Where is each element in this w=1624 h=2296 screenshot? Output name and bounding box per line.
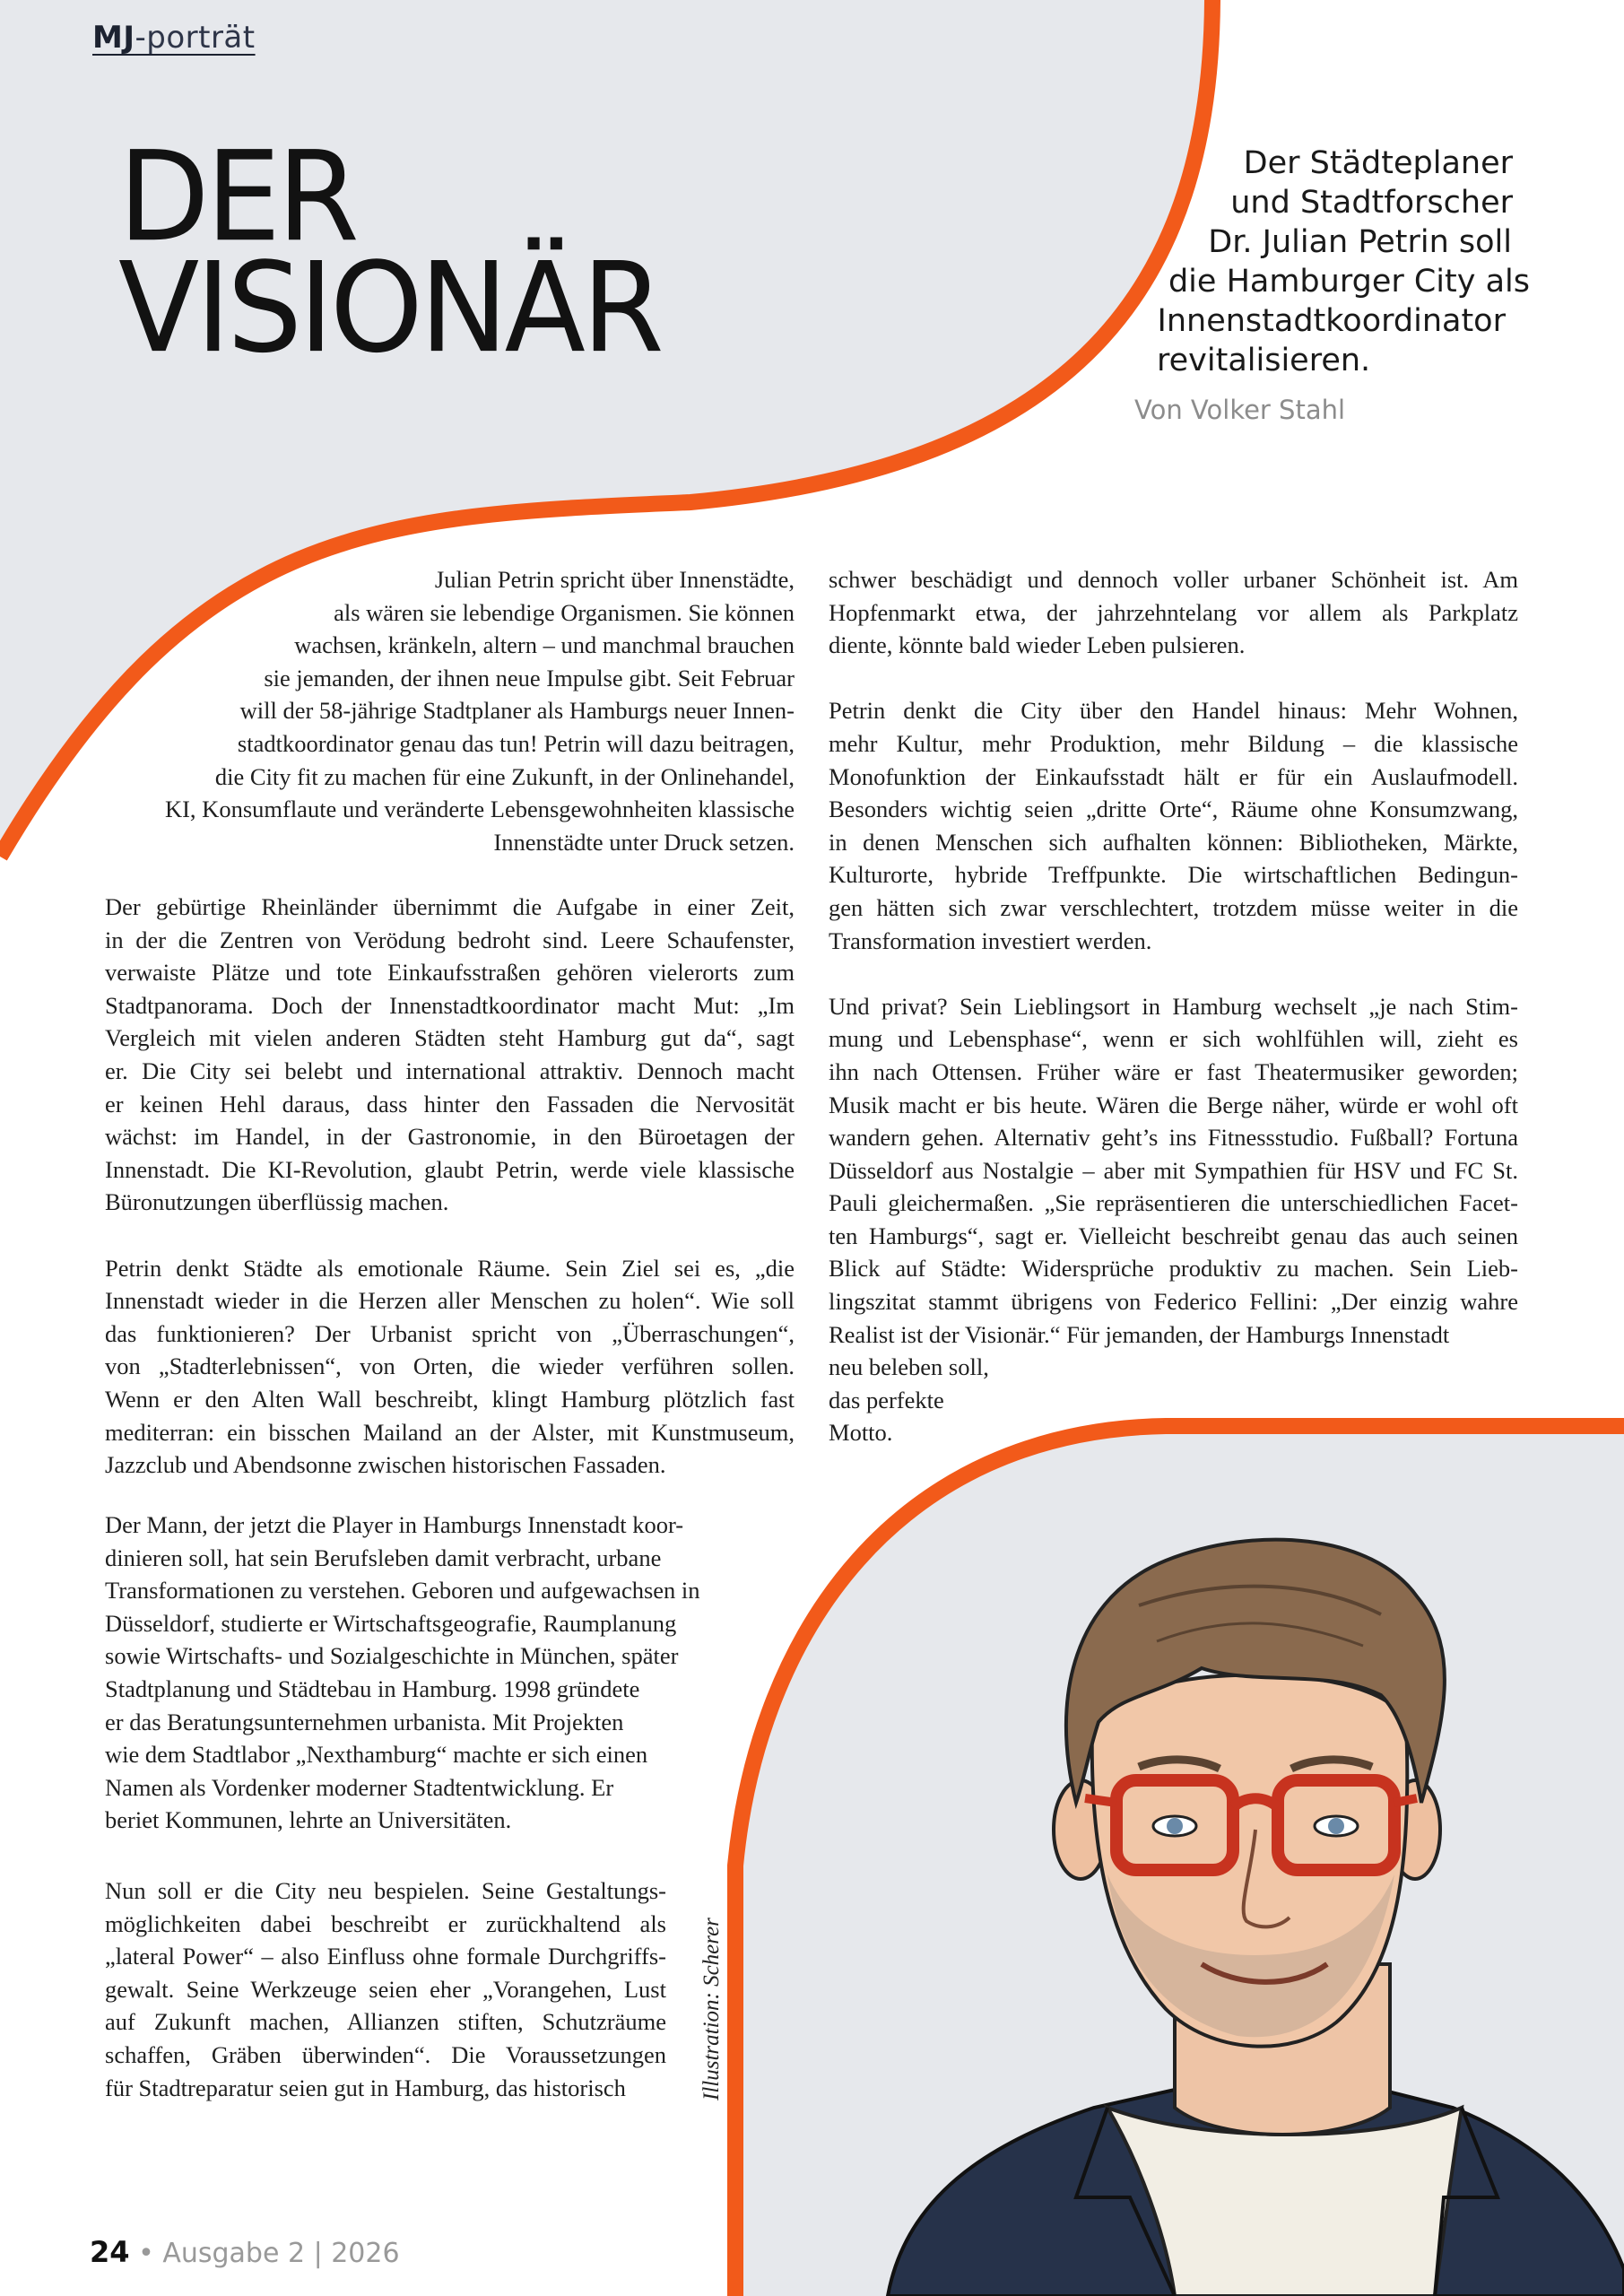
text-line: Besonders wichtig seien „dritte Orte“, Räume ohne Konsumzwang, bbox=[829, 796, 1518, 823]
text-line: gewalt. Seine Werkzeuge seien eher „Vorangehen, Lust bbox=[105, 1975, 666, 2003]
text-line: KI, Konsumflaute und veränderte Lebensgewohnheiten klassische bbox=[164, 796, 795, 823]
text-line: ten Hamburgs“, sagt er. Vielleicht beschreibt genau das auch seinen bbox=[829, 1222, 1518, 1249]
text-line: mediterran: ein bisschen Mailand an der Alster, mit Kunstmuseum, bbox=[105, 1418, 795, 1446]
text-line: lingszitat stammt übrigens von Federico Fellini: „Der einzig wahre bbox=[829, 1288, 1518, 1316]
text-line: Vergleich mit vielen anderen Städten steht Hamburg gut da“, sagt bbox=[105, 1024, 795, 1052]
article-column-2 bbox=[829, 563, 1518, 1449]
text-line: Transformationen zu verstehen. Geboren und aufgewachsen in bbox=[105, 1577, 700, 1605]
text-line: stadtkoordinator genau das tun! Petrin will dazu beitragen, bbox=[237, 729, 795, 757]
paragraph-gap bbox=[829, 957, 1518, 990]
text-line: er. Die City sei belebt und international attraktiv. Dennoch macht bbox=[105, 1057, 795, 1084]
text-line: Namen als Vordenker moderner Stadtentwicklung. Er bbox=[105, 1773, 614, 1801]
article-column-1 bbox=[105, 891, 795, 1482]
text-line: Hopfenmarkt etwa, der jahrzehntelang vor allem als Parkplatz bbox=[829, 598, 1518, 626]
text-line: Düsseldorf aus Nostalgie – aber mit Sympathien für HSV und FC St. bbox=[829, 1156, 1518, 1184]
teaser-line: revitalisieren. bbox=[1157, 343, 1371, 378]
text-line: Jazzclub und Abendsonne zwischen historischen Fassaden. bbox=[105, 1451, 666, 1479]
image-credit: Illustration: Scherer bbox=[699, 1918, 724, 2100]
page-number: 24 bbox=[90, 2235, 130, 2269]
text-line: Motto. bbox=[829, 1419, 893, 1447]
text-line: gen hätten sich zwar verschlechtert, trotzdem müsse weiter in die bbox=[829, 893, 1518, 921]
byline: Von Volker Stahl bbox=[1134, 395, 1346, 425]
footer-bullet: • bbox=[138, 2238, 154, 2269]
text-line: sowie Wirtschafts- und Sozialgeschichte in München, später bbox=[105, 1642, 679, 1670]
teaser-line: Der Städteplaner bbox=[1243, 145, 1513, 181]
teaser-line: und Stadtforscher bbox=[1230, 185, 1513, 221]
text-line: will der 58-jährige Stadtplaner als Hamburgs neuer Innen- bbox=[239, 697, 795, 725]
text-line: Innenstadt wieder in die Herzen aller Menschen zu holen“. Wie soll bbox=[105, 1287, 795, 1315]
text-line: möglichkeiten dabei beschreibt er zurückhaltend als bbox=[105, 1909, 666, 1937]
text-line: er das Beratungsunternehmen urbanista. Mit Projekten bbox=[105, 1708, 624, 1735]
text-line: das perfekte bbox=[829, 1386, 944, 1413]
paragraph-gap bbox=[829, 662, 1518, 695]
page-footer bbox=[90, 2235, 400, 2269]
text-line: Wenn er den Alten Wall beschreibt, klingt Hamburg plötzlich fast bbox=[105, 1385, 795, 1413]
teaser-line: Dr. Julian Petrin soll bbox=[1208, 224, 1512, 260]
text-line: Petrin denkt Städte als emotionale Räume. Sein Ziel sei es, „die bbox=[105, 1254, 795, 1282]
text-line: „lateral Power“ – also Einfluss ohne formale Durchgriffs- bbox=[105, 1943, 666, 1970]
text-line: schwer beschädigt und dennoch voller urbaner Schönheit ist. Am bbox=[829, 566, 1518, 593]
text-line: dinieren soll, hat sein Berufsleben damit verbracht, urbane bbox=[105, 1544, 662, 1571]
text-line: Und privat? Sein Lieblingsort in Hamburg wechselt „je nach Stim- bbox=[829, 992, 1518, 1020]
text-line: in der die Zentren von Verödung bedroht sind. Leere Schaufenster, bbox=[105, 926, 795, 953]
text-line: verwaiste Plätze und tote Einkaufsstraßen gehören vielerorts zum bbox=[105, 959, 795, 987]
text-line: Der Mann, der jetzt die Player in Hamburgs Innenstadt koor- bbox=[105, 1511, 684, 1538]
text-line: in denen Menschen sich aufhalten können: Bibliotheken, Märkte, bbox=[829, 828, 1518, 856]
section-label: MJ-porträt bbox=[92, 20, 256, 56]
text-line: das funktionieren? Der Urbanist spricht von „Überraschungen“, bbox=[105, 1319, 795, 1347]
text-line: Der gebürtige Rheinländer übernimmt die Aufgabe in einer Zeit, bbox=[105, 893, 795, 920]
text-line: ihn nach Ottensen. Früher wäre er fast Theatermusiker geworden; bbox=[829, 1057, 1518, 1085]
text-line: schaffen, Gräben überwinden“. Die Voraussetzungen bbox=[105, 2040, 666, 2068]
text-line: auf Zukunft machen, Allianzen stiften, Schutzräume bbox=[105, 2008, 666, 2036]
headline-line: DER bbox=[118, 125, 356, 270]
text-line: wie dem Stadtlabor „Nexthamburg“ machte er sich einen bbox=[105, 1741, 648, 1769]
text-line: neu beleben soll, bbox=[829, 1353, 989, 1381]
text-line: Pauli gleichermaßen. „Sie repräsentieren die unterschiedlichen Facet- bbox=[829, 1189, 1518, 1217]
text-line: Kulturorte, hybride Treffpunkte. Die wirtschaftlichen Bedingun- bbox=[829, 861, 1518, 889]
article-column-1-c bbox=[105, 1874, 666, 2104]
text-line: sie jemanden, der ihnen neue Impulse gibt. Seit Februar bbox=[264, 664, 795, 691]
text-line: mung und Lebensphase“, wenn er sich wohlfühlen will, zieht es bbox=[829, 1025, 1518, 1053]
text-line: Petrin denkt die City über den Handel hinaus: Mehr Wohnen, bbox=[829, 697, 1518, 725]
text-line: Düsseldorf, studierte er Wirtschaftsgeografie, Raumplanung bbox=[105, 1609, 677, 1637]
headline-line: VISIONÄR bbox=[118, 236, 661, 381]
text-line: Innenstädte unter Druck setzen. bbox=[493, 828, 795, 856]
text-line: Büronutzungen überflüssig machen. bbox=[105, 1188, 449, 1216]
text-line: als wären sie lebendige Organismen. Sie können bbox=[334, 598, 795, 626]
text-line: Innenstadt. Die KI-Revolution, glaubt Petrin, werde viele klassische bbox=[105, 1155, 795, 1183]
text-line: Nun soll er die City neu bespielen. Seine Gestaltungs- bbox=[105, 1877, 666, 1904]
teaser bbox=[1121, 144, 1533, 380]
text-line: Musik macht er bis heute. Wären die Berge näher, würde er wohl oft bbox=[829, 1091, 1518, 1118]
text-line: Monofunktion der Einkaufsstadt hält er für ein Auslaufmodell. bbox=[829, 762, 1518, 790]
text-line: Blick auf Städte: Widersprüche produktiv zu machen. Sein Lieb- bbox=[829, 1255, 1518, 1283]
text-line: diente, könnte bald wieder Leben pulsieren. bbox=[829, 631, 1246, 659]
teaser-line: die Hamburger City als bbox=[1168, 264, 1530, 300]
text-line: von „Stadterlebnissen“, von Orten, die wieder verführen sollen. bbox=[105, 1352, 795, 1380]
text-line: er keinen Hehl daraus, dass hinter den Fassaden die Nervosität bbox=[105, 1090, 795, 1118]
text-line: wandern gehen. Alternativ geht’s ins Fitnessstudio. Fußball? Fortuna bbox=[829, 1124, 1518, 1152]
article-column-1-b bbox=[105, 1509, 795, 1837]
text-line: Stadtplanung und Städtebau in Hamburg. 1998 gründete bbox=[105, 1674, 640, 1702]
portrait-illustration bbox=[753, 1426, 1624, 2296]
text-line: Stadtpanorama. Doch der Innenstadtkoordinator macht Mut: „Im bbox=[105, 991, 795, 1019]
headline bbox=[118, 125, 661, 381]
text-line: mehr Kultur, mehr Produktion, mehr Bildung – die klassische bbox=[829, 729, 1518, 757]
teaser-line: Innenstadtkoordinator bbox=[1157, 303, 1506, 339]
text-line: Realist ist der Visionär.“ Für jemanden, der Hamburgs Innenstadt bbox=[829, 1320, 1450, 1348]
issue-label: Ausgabe 2 | 2026 bbox=[162, 2238, 400, 2269]
paragraph-gap bbox=[105, 1219, 795, 1252]
text-line: beriet Kommunen, lehrte an Universitäten. bbox=[105, 1806, 512, 1834]
text-line: wächst: im Handel, in der Gastronomie, in den Büroetagen der bbox=[105, 1123, 795, 1151]
text-line: Julian Petrin spricht über Innenstädte, bbox=[434, 566, 795, 593]
text-line: für Stadtreparatur seien gut in Hamburg, das historisch bbox=[105, 2074, 626, 2101]
text-line: Transformation investiert werden. bbox=[829, 926, 1152, 954]
text-line: die City fit zu machen für eine Zukunft, in der Onlinehandel, bbox=[214, 762, 795, 790]
text-line: wachsen, kränkeln, altern – und manchmal brauchen bbox=[294, 631, 795, 659]
article-intro bbox=[90, 563, 795, 858]
